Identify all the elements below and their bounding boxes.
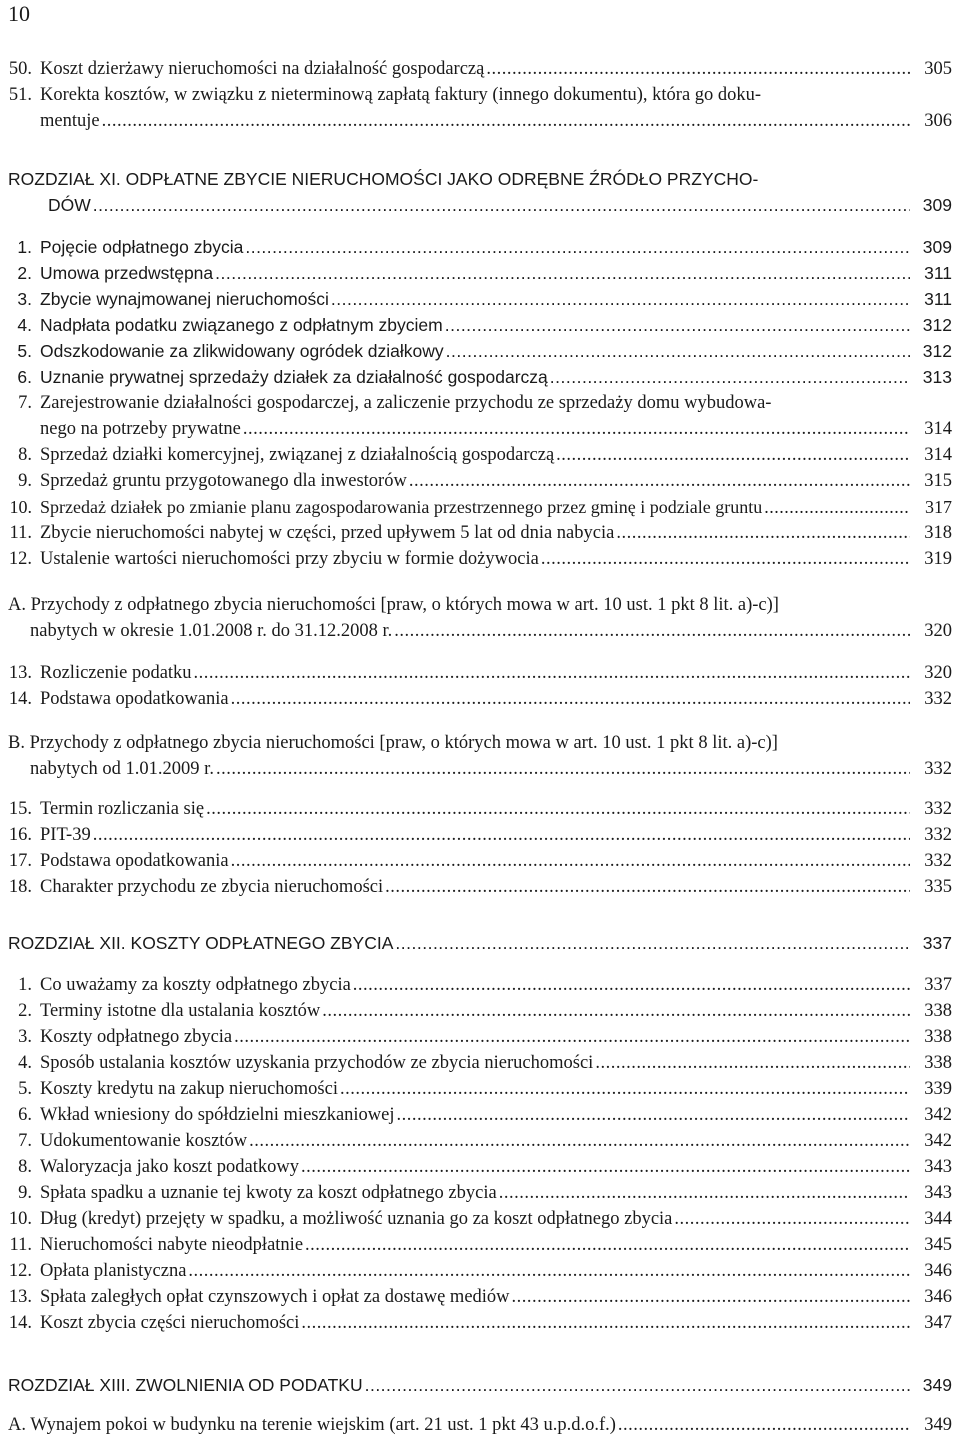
dot-leader: [301, 1154, 910, 1180]
entry-number: 4.: [18, 1053, 32, 1073]
entry-title: PIT-39: [40, 825, 91, 845]
entry-title: Spłata zaległych opłat czynszowych i opłat za dostawę mediów: [40, 1287, 510, 1307]
entry-number: 3.: [17, 289, 32, 309]
entry-title: Sprzedaż gruntu przygotowanego dla inwestorów: [40, 471, 407, 491]
dot-leader: [595, 1050, 910, 1076]
section-title-line1: B. Przychody z odpłatnego zbycia nieruchomości [praw, o których mowa w art. 10 ust. 1 pkt 8 lit. a)-c)]: [8, 733, 778, 753]
entry-number: 9.: [18, 471, 32, 491]
entry-title: Odszkodowanie za zlikwidowany ogródek działkowy: [40, 341, 444, 361]
dot-leader: [93, 192, 910, 218]
entry-page: 315: [924, 471, 952, 491]
entry-page: 342: [924, 1105, 952, 1125]
dot-leader: [764, 494, 910, 520]
entry-number: 50.: [8, 59, 32, 79]
chapter-heading: [8, 1372, 952, 1398]
chapter-title: ROZDZIAŁ XII. KOSZTY ODPŁATNEGO ZBYCIA: [8, 933, 394, 953]
section-title-line1: A. Przychody z odpłatnego zbycia nieruchomości [praw, o których mowa w art. 10 ust. 1 pkt 8 lit. a)-c)]: [8, 595, 779, 615]
dot-leader: [397, 1102, 910, 1128]
entry-title: Udokumentowanie kosztów: [40, 1131, 248, 1151]
entry-number: 4.: [17, 315, 32, 335]
entry-title: Ustalenie wartości nieruchomości przy zbyciu w formie dożywocia: [40, 549, 539, 569]
dot-leader: [93, 822, 910, 848]
toc-entry: [0, 1102, 952, 1128]
toc-entry: [0, 286, 952, 312]
toc-entry: [0, 494, 952, 520]
entry-page: 343: [924, 1157, 952, 1177]
entry-title: Zbycie nieruchomości nabytej w części, przed upływem 5 lat od dnia nabycia: [40, 523, 615, 543]
chapter-heading: [8, 930, 952, 956]
dot-leader: [102, 108, 910, 134]
entry-page: 309: [922, 195, 952, 215]
entry-page: 337: [924, 975, 952, 995]
toc-entry: [0, 1154, 952, 1180]
dot-leader: [206, 796, 910, 822]
entry-page: 305: [924, 59, 952, 79]
entry-page: 312: [922, 341, 952, 361]
section-heading: [8, 730, 952, 782]
dot-leader: [231, 686, 910, 712]
entry-title: Podstawa opodatkowania: [40, 851, 229, 871]
entry-title: Spłata spadku a uznanie tej kwoty za koszt odpłatnego zbycia: [40, 1183, 497, 1203]
entry-number: 2.: [18, 1001, 32, 1021]
dot-leader: [409, 468, 910, 494]
dot-leader: [674, 1206, 910, 1232]
entry-number: 13.: [8, 1287, 32, 1307]
entry-title: Koszt zbycia części nieruchomości: [40, 1313, 300, 1333]
entry-page: 346: [924, 1287, 952, 1307]
entry-page: 311: [924, 263, 952, 283]
chapter-title-line1: ROZDZIAŁ XI. ODPŁATNE ZBYCIE NIERUCHOMOŚCI JAKO ODRĘBNE ŹRÓDŁO PRZYCHO-: [8, 169, 759, 189]
dot-leader: [618, 1412, 910, 1438]
entry-page: 311: [924, 289, 952, 309]
entry-page: 338: [924, 1027, 952, 1047]
entry-number: 8.: [18, 1157, 32, 1177]
entry-page: 332: [924, 689, 952, 709]
chapter-heading: [8, 166, 952, 218]
entry-page: 320: [924, 663, 952, 683]
dot-leader: [245, 234, 910, 260]
entry-title: Charakter przychodu ze zbycia nieruchomości: [40, 877, 384, 897]
entry-title: Podstawa opodatkowania: [40, 689, 229, 709]
section-heading: [8, 592, 952, 644]
entry-page: 337: [922, 933, 952, 953]
chapter-title: DÓW: [48, 195, 91, 215]
entry-page: 332: [924, 799, 952, 819]
toc-entry: [0, 1024, 952, 1050]
entry-title: Waloryzacja jako koszt podatkowy: [40, 1157, 299, 1177]
entry-number: 17.: [8, 851, 32, 871]
toc-entry: [0, 260, 952, 286]
toc-entry: [0, 1180, 952, 1206]
entry-number: 9.: [18, 1183, 32, 1203]
dot-leader: [512, 1284, 910, 1310]
entry-title: Rozliczenie podatku: [40, 663, 192, 683]
toc-entry: [0, 390, 952, 442]
entry-title: Pojęcie odpłatnego zbycia: [40, 237, 244, 257]
page-number: 10: [8, 1, 30, 26]
entry-number: 10.: [9, 497, 32, 517]
toc-entry: [0, 468, 952, 494]
entry-title: Umowa przedwstępna: [40, 263, 214, 283]
section-title: nabytych od 1.01.2009 r.: [30, 759, 214, 779]
entry-title: Uznanie prywatnej sprzedaży działek za działalność gospodarczą: [40, 367, 548, 387]
dot-leader: [249, 1128, 910, 1154]
entry-page: 314: [924, 419, 952, 439]
dot-leader: [556, 442, 910, 468]
entry-number: 16.: [8, 825, 32, 845]
entry-page: 347: [924, 1313, 952, 1333]
toc-entry: [0, 442, 952, 468]
dot-leader: [550, 364, 910, 390]
entry-page: 339: [924, 1079, 952, 1099]
entry-page: 342: [924, 1131, 952, 1151]
entry-number: 14.: [8, 689, 32, 709]
toc-entry: [0, 312, 952, 338]
dot-leader: [188, 1258, 910, 1284]
entry-title: Sprzedaż działek po zmianie planu zagospodarowania przestrzennego przez gminę i podziale gruntu: [40, 497, 763, 517]
entry-title: Koszty kredytu na zakup nieruchomości: [40, 1079, 338, 1099]
entry-page: 306: [924, 111, 952, 131]
toc-entry: [0, 1076, 952, 1102]
dot-leader: [322, 998, 910, 1024]
toc-entry: [0, 1284, 952, 1310]
entry-number: 7.: [18, 393, 32, 413]
dot-leader: [301, 1310, 910, 1336]
entry-title: Termin rozliczania się: [40, 799, 205, 819]
dot-leader: [234, 1024, 910, 1050]
entry-page: 332: [924, 851, 952, 871]
entry-title: Koszt dzierżawy nieruchomości na działalność gospodarczą: [40, 59, 485, 79]
entry-page: 312: [922, 315, 952, 335]
toc-entry: [0, 848, 952, 874]
entry-number: 5.: [18, 1079, 32, 1099]
toc-entry: [0, 1206, 952, 1232]
toc-entry: [0, 234, 952, 260]
entry-title: Sposób ustalania kosztów uzyskania przychodów ze zbycia nieruchomości: [40, 1053, 594, 1073]
entry-number: 8.: [18, 445, 32, 465]
entry-page: 345: [924, 1235, 952, 1255]
entry-title: nego na potrzeby prywatne: [40, 419, 241, 439]
dot-leader: [395, 930, 910, 956]
entry-title-line1: Korekta kosztów, w związku z nieterminową zapłatą faktury (innego dokumentu), która go doku-: [40, 85, 762, 105]
entry-number: 5.: [17, 341, 32, 361]
toc-entry: [0, 998, 952, 1024]
entry-page: 317: [925, 497, 952, 517]
dot-leader: [215, 260, 910, 286]
entry-title: Zbycie wynajmowanej nieruchomości: [40, 289, 329, 309]
entry-page: 313: [922, 367, 952, 387]
dot-leader: [445, 312, 910, 338]
entry-title: Dług (kredyt) przejęty w spadku, a możliwość uznania go za koszt odpłatnego zbycia: [40, 1209, 673, 1229]
entry-number: 1.: [17, 237, 32, 257]
entry-title: Wkład wniesiony do spółdzielni mieszkaniowej: [40, 1105, 395, 1125]
dot-leader: [243, 416, 910, 442]
entry-number: 13.: [8, 663, 32, 683]
entry-page: 338: [924, 1001, 952, 1021]
dot-leader: [331, 286, 910, 312]
entry-title: mentuje: [40, 111, 100, 131]
entry-page: 332: [924, 825, 952, 845]
toc-entry: [0, 660, 952, 686]
toc-entry: [0, 1310, 952, 1336]
entry-title: Terminy istotne dla ustalania kosztów: [40, 1001, 321, 1021]
entry-number: 51.: [8, 85, 32, 105]
dot-leader: [499, 1180, 910, 1206]
dot-leader: [365, 1372, 910, 1398]
section-heading: [8, 1412, 952, 1438]
entry-title: Opłata planistyczna: [40, 1261, 187, 1281]
entry-number: 12.: [8, 549, 32, 569]
entry-number: 15.: [8, 799, 32, 819]
toc-entry: [0, 1128, 952, 1154]
dot-leader: [541, 546, 910, 572]
entry-number: 1.: [18, 975, 32, 995]
toc-entry: [0, 1258, 952, 1284]
entry-page: 314: [924, 445, 952, 465]
entry-page: 318: [924, 523, 952, 543]
dot-leader: [385, 874, 910, 900]
toc-entry: [0, 82, 952, 134]
dot-leader: [231, 848, 910, 874]
entry-title: Co uważamy za koszty odpłatnego zbycia: [40, 975, 351, 995]
dot-leader: [194, 660, 910, 686]
entry-number: 6.: [17, 367, 32, 387]
dot-leader: [394, 618, 910, 644]
section-title: A. Wynajem pokoi w budynku na terenie wiejskim (art. 21 ust. 1 pkt 43 u.p.d.o.f.): [8, 1415, 616, 1435]
dot-leader: [340, 1076, 910, 1102]
entry-number: 14.: [8, 1313, 32, 1333]
entry-number: 11.: [9, 1235, 32, 1255]
toc-entry: [0, 1050, 952, 1076]
entry-page: 309: [922, 237, 952, 257]
entry-page: 338: [924, 1053, 952, 1073]
toc-entry: [0, 56, 952, 82]
entry-number: 11.: [9, 523, 32, 543]
entry-page: 346: [924, 1261, 952, 1281]
toc-entry: [0, 364, 952, 390]
toc-entry: [0, 546, 952, 572]
entry-number: 2.: [17, 263, 32, 283]
entry-number: 7.: [18, 1131, 32, 1151]
toc-entry: [0, 874, 952, 900]
toc-entry: [0, 972, 952, 998]
entry-page: 335: [924, 877, 952, 897]
section-title: nabytych w okresie 1.01.2008 r. do 31.12.2008 r.: [30, 621, 393, 641]
entry-page: 332: [924, 759, 952, 779]
entry-title-line1: Zarejestrowanie działalności gospodarczej, a zaliczenie przychodu ze sprzedaży domu wybudowa-: [40, 393, 772, 413]
dot-leader: [486, 56, 910, 82]
toc-entry: [0, 520, 952, 546]
entry-page: 349: [924, 1415, 952, 1435]
entry-page: 349: [922, 1375, 952, 1395]
entry-number: 12.: [8, 1261, 32, 1281]
toc-entry: [0, 338, 952, 364]
entry-page: 320: [924, 621, 952, 641]
entry-title: Sprzedaż działki komercyjnej, związanej z działalnością gospodarczą: [40, 445, 555, 465]
toc-entry: [0, 822, 952, 848]
entry-page: 343: [924, 1183, 952, 1203]
entry-page: 319: [924, 549, 952, 569]
entry-number: 10.: [8, 1209, 32, 1229]
entry-page: 344: [924, 1209, 952, 1229]
toc-entry: [0, 686, 952, 712]
dot-leader: [446, 338, 910, 364]
entry-number: 6.: [18, 1105, 32, 1125]
entry-title: Nadpłata podatku związanego z odpłatnym zbyciem: [40, 315, 443, 335]
entry-number: 18.: [8, 877, 32, 897]
entry-title: Koszty odpłatnego zbycia: [40, 1027, 233, 1047]
toc-entry: [0, 796, 952, 822]
entry-title: Nieruchomości nabyte nieodpłatnie: [40, 1235, 304, 1255]
dot-leader: [353, 972, 910, 998]
entry-number: 3.: [18, 1027, 32, 1047]
toc-entry: [0, 1232, 952, 1258]
chapter-title: ROZDZIAŁ XIII. ZWOLNIENIA OD PODATKU: [8, 1375, 363, 1395]
dot-leader: [216, 756, 910, 782]
dot-leader: [305, 1232, 910, 1258]
dot-leader: [616, 520, 910, 546]
